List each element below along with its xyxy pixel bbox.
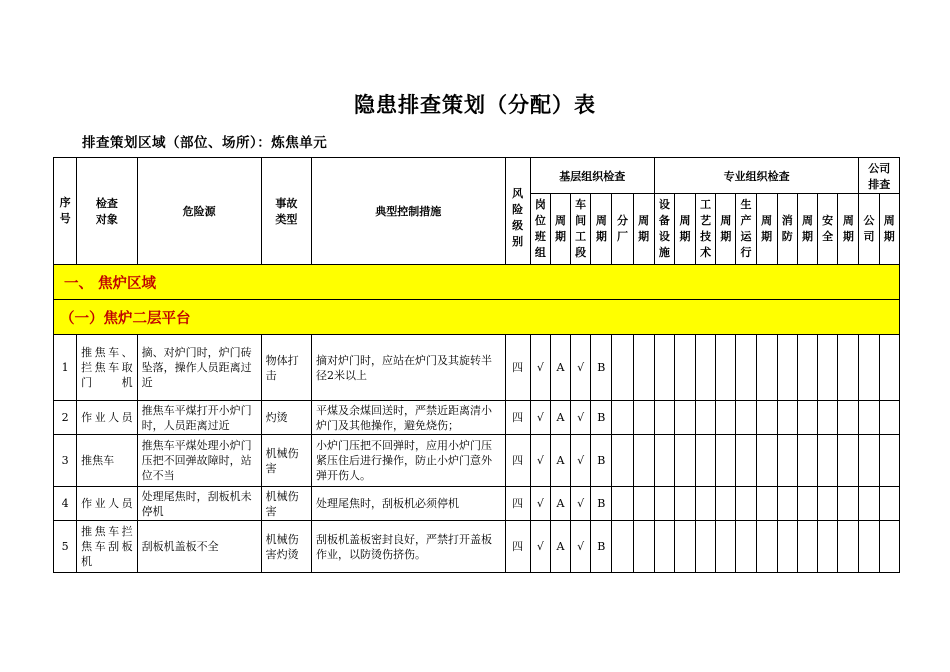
row-post-period: A bbox=[550, 521, 570, 573]
row-no: 1 bbox=[54, 335, 77, 401]
header-period: 周期 bbox=[550, 194, 570, 265]
section-title: 一、 焦炉区域 bbox=[54, 265, 900, 300]
row-workshop: √ bbox=[571, 401, 591, 435]
row-no: 4 bbox=[54, 487, 77, 521]
header-safety: 安全 bbox=[818, 194, 838, 265]
header-process: 工艺技术 bbox=[696, 194, 716, 265]
row-accident: 机械伤害 bbox=[261, 435, 311, 487]
row-workshop-period: B bbox=[591, 435, 612, 487]
header-workshop: 车间工段 bbox=[571, 194, 591, 265]
row-accident: 机械伤害灼烫 bbox=[261, 521, 311, 573]
header-company: 公司排查 bbox=[859, 158, 900, 194]
header-period: 周期 bbox=[797, 194, 817, 265]
row-no: 5 bbox=[54, 521, 77, 573]
header-prof-group: 专业组织检查 bbox=[654, 158, 859, 194]
table-row bbox=[54, 401, 900, 435]
row-workshop-period: B bbox=[591, 521, 612, 573]
header-seq: 序号 bbox=[54, 158, 77, 265]
section-row bbox=[54, 300, 900, 335]
row-workshop-period: B bbox=[591, 487, 612, 521]
row-object: 推焦车 bbox=[77, 435, 137, 487]
row-accident: 物体打击 bbox=[261, 335, 311, 401]
row-measures: 摘对炉门时，应站在炉门及其旋转半径2米以上 bbox=[312, 335, 506, 401]
row-post: √ bbox=[530, 435, 550, 487]
header-equipment: 设备设施 bbox=[654, 194, 674, 265]
row-post: √ bbox=[530, 335, 550, 401]
row-workshop: √ bbox=[571, 521, 591, 573]
subsection-title: （一）焦炉二层平台 bbox=[54, 300, 900, 335]
header-hazard: 危险源 bbox=[137, 158, 261, 265]
section-row bbox=[54, 265, 900, 300]
row-risk: 四 bbox=[505, 521, 530, 573]
header-company-col: 公司 bbox=[859, 194, 879, 265]
header-branch: 分厂 bbox=[612, 194, 633, 265]
row-hazard: 刮板机盖板不全 bbox=[137, 521, 261, 573]
row-hazard: 推焦车平煤打开小炉门时，人员距离过近 bbox=[137, 401, 261, 435]
row-workshop: √ bbox=[571, 487, 591, 521]
area-subtitle: 排查策划区域（部位、场所）：炼焦单元 bbox=[82, 135, 328, 151]
header-period: 周期 bbox=[591, 194, 612, 265]
header-accident: 事故类型 bbox=[261, 158, 311, 265]
row-post-period: A bbox=[550, 435, 570, 487]
row-hazard: 推焦车平煤处理小炉门压把不回弹故障时，站位不当 bbox=[137, 435, 261, 487]
header-production: 生产运行 bbox=[736, 194, 756, 265]
header-post: 岗位班组 bbox=[530, 194, 550, 265]
row-post-period: A bbox=[550, 401, 570, 435]
header-fire: 消防 bbox=[777, 194, 797, 265]
header-basic-group: 基层组织检查 bbox=[530, 158, 654, 194]
table-row bbox=[54, 335, 900, 401]
header-object: 检查对象 bbox=[77, 158, 137, 265]
row-risk: 四 bbox=[505, 487, 530, 521]
header-period: 周期 bbox=[879, 194, 899, 265]
row-measures: 平煤及余煤回送时，严禁近距离清小炉门及其他操作，避免烧伤； bbox=[312, 401, 506, 435]
row-risk: 四 bbox=[505, 335, 530, 401]
row-measures: 小炉门压把不回弹时，应用小炉门压紧压住后进行操作，防止小炉门意外弹开伤人。 bbox=[312, 435, 506, 487]
row-object: 作业人员 bbox=[77, 401, 137, 435]
row-post: √ bbox=[530, 401, 550, 435]
row-post: √ bbox=[530, 521, 550, 573]
table-row bbox=[54, 521, 900, 573]
row-post: √ bbox=[530, 487, 550, 521]
row-workshop: √ bbox=[571, 435, 591, 487]
table-row bbox=[54, 435, 900, 487]
row-no: 2 bbox=[54, 401, 77, 435]
row-measures: 处理尾焦时，刮板机必须停机 bbox=[312, 487, 506, 521]
header-period: 周期 bbox=[716, 194, 736, 265]
row-workshop: √ bbox=[571, 335, 591, 401]
row-measures: 刮板机盖板密封良好，严禁打开盖板作业，以防烫伤挤伤。 bbox=[312, 521, 506, 573]
row-hazard: 摘、对炉门时，炉门砖坠落，操作人员距离过近 bbox=[137, 335, 261, 401]
header-measures: 典型控制措施 bbox=[312, 158, 506, 265]
row-accident: 灼烫 bbox=[261, 401, 311, 435]
row-post-period: A bbox=[550, 487, 570, 521]
row-object: 推焦车、拦焦车取门机 bbox=[77, 335, 137, 401]
row-object: 推焦车拦焦车刮板机 bbox=[77, 521, 137, 573]
page-title: 隐患排查策划（分配）表 bbox=[354, 93, 596, 117]
header-risk: 风险级别 bbox=[505, 158, 530, 265]
row-post-period: A bbox=[550, 335, 570, 401]
row-workshop-period: B bbox=[591, 401, 612, 435]
row-no: 3 bbox=[54, 435, 77, 487]
row-workshop-period: B bbox=[591, 335, 612, 401]
header-period: 周期 bbox=[674, 194, 695, 265]
row-risk: 四 bbox=[505, 401, 530, 435]
header-period: 周期 bbox=[633, 194, 654, 265]
row-accident: 机械伤害 bbox=[261, 487, 311, 521]
row-hazard: 处理尾焦时，刮板机未停机 bbox=[137, 487, 261, 521]
header-period: 周期 bbox=[756, 194, 777, 265]
row-risk: 四 bbox=[505, 435, 530, 487]
row-object: 作业人员 bbox=[77, 487, 137, 521]
table-row bbox=[54, 487, 900, 521]
hazard-table bbox=[53, 157, 900, 573]
header-period: 周期 bbox=[838, 194, 859, 265]
